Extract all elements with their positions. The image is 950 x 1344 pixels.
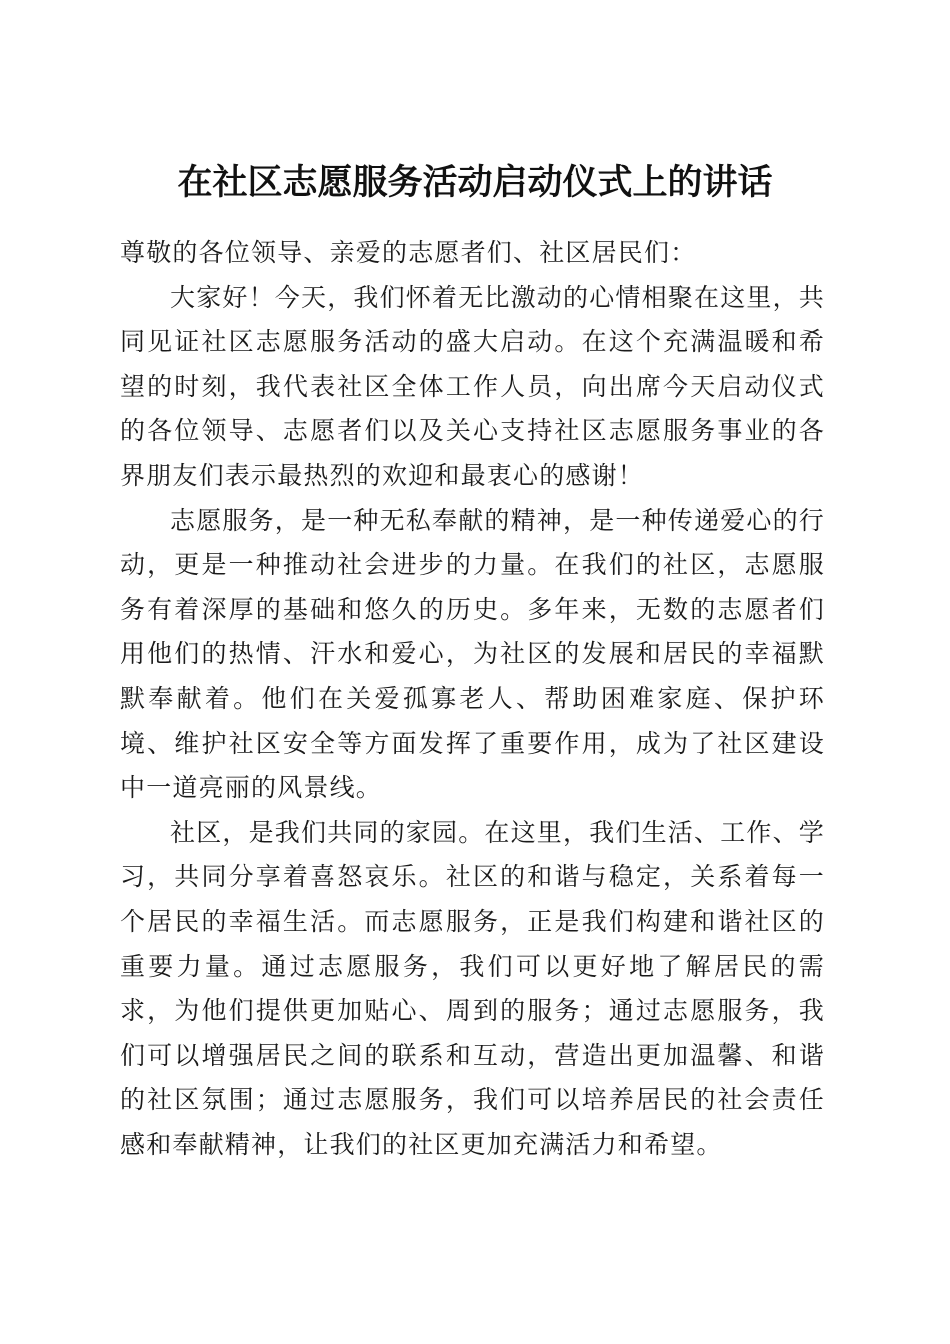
paragraph-community: 社区，是我们共同的家园。在这里，我们生活、工作、学习，共同分享着喜怒哀乐。社区的和谐与稳定，关系着每一个居民的幸福生活。而志愿服务，正是我们构建和谐社区的重要力量。通过志愿服务，我们可以更好地了解居民的需求，为他们提供更加贴心、周到的服务；通过志愿服务，我们可以增强居民之间的联系和互动，营造出更加温馨、和谐的社区氛围；通过志愿服务，我们可以培养居民的社会责任感和奉献精神，让我们的社区更加充满活力和希望。: [120, 817, 826, 1159]
document-title: 在社区志愿服务活动启动仪式上的讲话: [177, 162, 773, 204]
salutation: 尊敬的各位领导、亲爱的志愿者们、社区居民们：: [120, 238, 697, 267]
paragraph-volunteer-service: 志愿服务，是一种无私奉献的精神，是一种传递爱心的行动，更是一种推动社会进步的力量。在我们的社区，志愿服务有着深厚的基础和悠久的历史。多年来，无数的志愿者们用他们的热情、汗水和爱心，为社区的发展和居民的幸福默默奉献着。他们在关爱孤寡老人、帮助困难家庭、保护环境、维护社区安全等方面发挥了重要作用，成为了社区建设中一道亮丽的风景线。: [120, 505, 826, 803]
paragraph-welcome: 大家好！今天，我们怀着无比激动的心情相聚在这里，共同见证社区志愿服务活动的盛大启动。在这个充满温暖和希望的时刻，我代表社区全体工作人员，向出席今天启动仪式的各位领导、志愿者们以及关心支持社区志愿服务事业的各界朋友们表示最热烈的欢迎和最衷心的感谢！: [120, 282, 826, 490]
document-body: [120, 231, 825, 1167]
